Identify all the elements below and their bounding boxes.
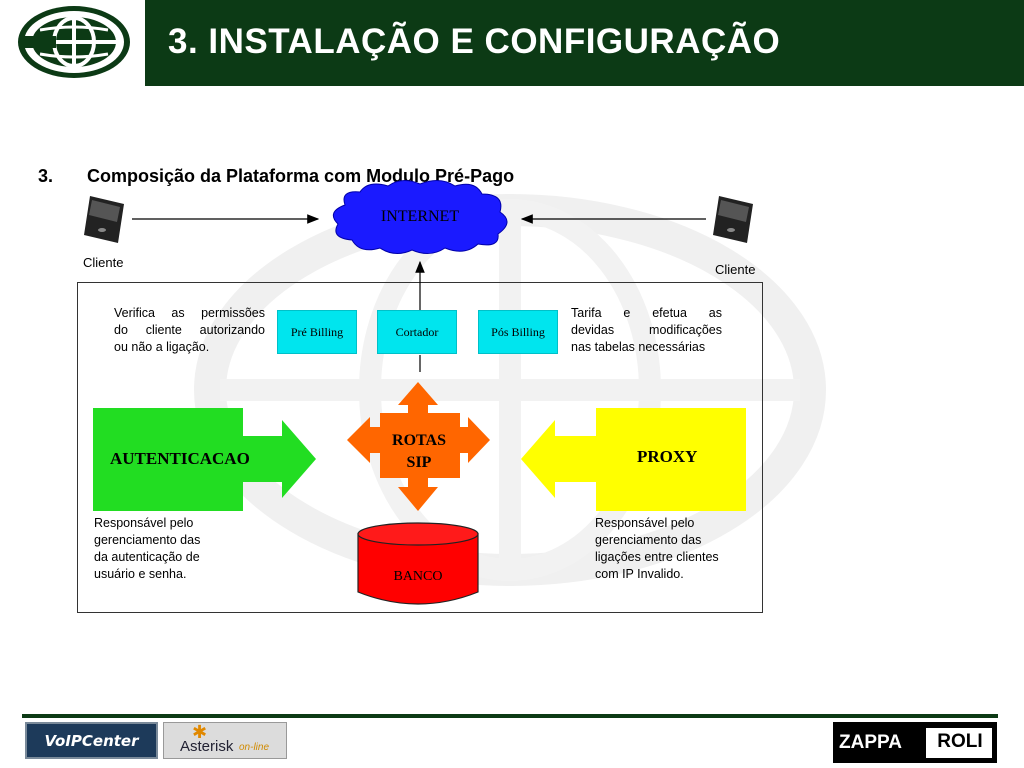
auth-desc-line: da autenticação de: [94, 550, 200, 564]
proxy-desc-line: Responsável pelo: [595, 516, 695, 530]
pos-billing-desc-line: nas tabelas necessárias: [571, 340, 706, 354]
auth-desc-line: usuário e senha.: [94, 567, 187, 581]
pre-billing-box: [277, 310, 357, 354]
client-right-phone-icon: [713, 196, 753, 243]
pos-billing-desc-line: Tarifa e efetua as: [571, 306, 722, 320]
pre-billing-desc-line: Verifica as permissões: [114, 306, 265, 320]
client-left-phone-icon: [84, 196, 124, 243]
asterisk-logo-sub: on-line: [239, 742, 270, 753]
auth-arrow: [240, 420, 316, 498]
voipcenter-logo: VoIPCenter: [25, 722, 158, 759]
footer-divider: [22, 714, 998, 718]
proxy-desc-line: gerenciamento das: [595, 533, 702, 547]
section-number: 3.: [38, 166, 54, 186]
pos-billing-label: Pós Billing: [491, 324, 545, 339]
autenticacao-label: AUTENTICACAO: [110, 449, 250, 468]
roli-text: ROLI: [937, 731, 983, 752]
banco-label: BANCO: [393, 569, 443, 584]
cortador-box: [377, 310, 457, 354]
client-right-label: Cliente: [715, 262, 756, 277]
database-cylinder-icon: [358, 523, 478, 604]
zappa-text: ZAPPA: [839, 732, 902, 753]
pre-billing-label: Pré Billing: [290, 324, 344, 339]
pos-billing-box: [478, 310, 558, 354]
client-left-label: Cliente: [83, 255, 124, 270]
pre-billing-desc-line: ou não a ligação.: [114, 340, 210, 354]
proxy-label: PROXY: [637, 447, 698, 466]
proxy-desc-line: com IP Invalido.: [595, 567, 684, 581]
internet-label: INTERNET: [380, 208, 460, 225]
cortador-label: Cortador: [395, 324, 439, 339]
rotas-line: ROTAS: [392, 432, 446, 449]
pos-billing-description: [571, 305, 722, 356]
section-title: Composição da Plataforma com Modulo Pré-Pago: [87, 166, 515, 186]
pre-billing-description: [114, 305, 265, 356]
asterisk-logo-text: Asterisk: [180, 738, 234, 755]
asterisk-star-icon: ✱: [192, 722, 208, 742]
pre-billing-desc-line: do cliente autorizando: [114, 323, 265, 337]
proxy-description: [595, 515, 755, 583]
auth-desc-line: Responsável pelo: [94, 516, 194, 530]
proxy-arrow: [521, 420, 600, 498]
sip-line: SIP: [406, 454, 432, 471]
auth-description: [94, 515, 254, 583]
rotas-sip-label: [380, 430, 458, 474]
page-title: 3. INSTALAÇÃO E CONFIGURAÇÃO: [168, 22, 781, 61]
proxy-desc-line: ligações entre clientes: [595, 550, 719, 564]
auth-desc-line: gerenciamento das: [94, 533, 201, 547]
pos-billing-desc-line: devidas modificações: [571, 323, 722, 337]
